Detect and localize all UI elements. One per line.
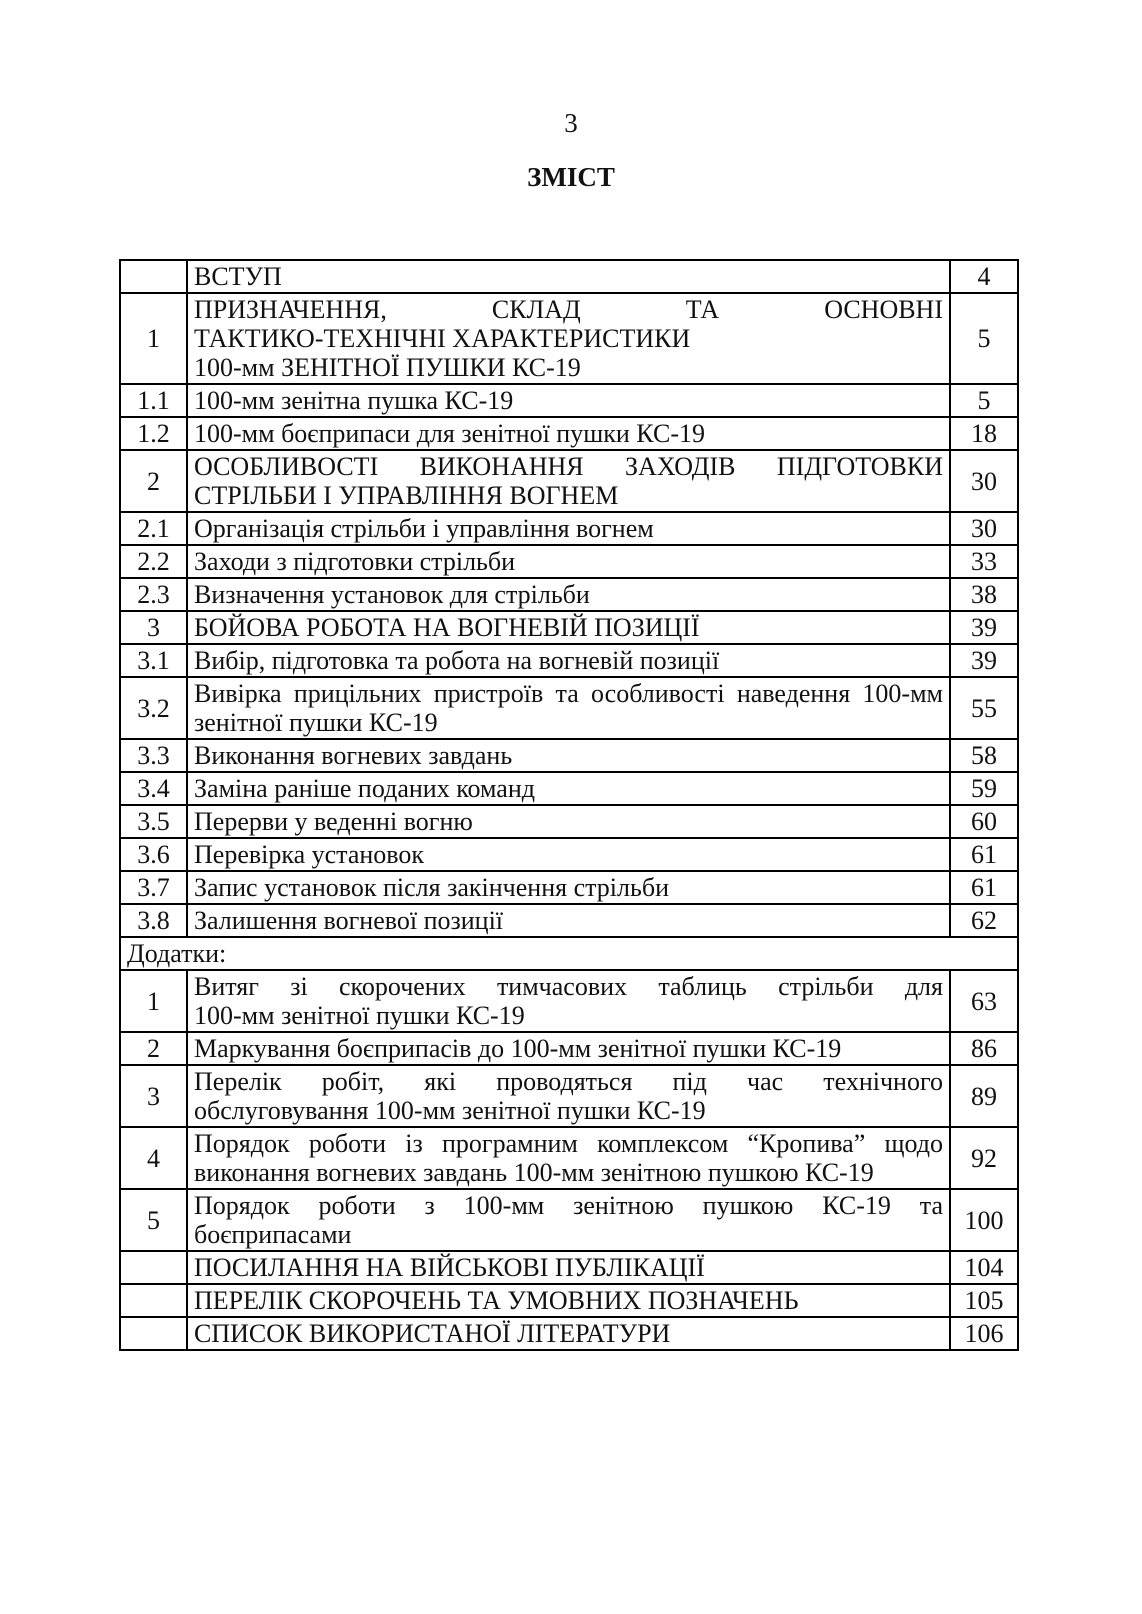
toc-row-page: 5 <box>950 384 1018 417</box>
toc-row-page: 5 <box>950 293 1018 384</box>
toc-row-page: 39 <box>950 611 1018 644</box>
toc-title-line: Заходи з підготовки стрільби <box>194 547 516 576</box>
toc-title-line: Залишення вогневої позиції <box>194 906 504 935</box>
toc-row-number: 4 <box>120 1127 187 1189</box>
toc-title-line: Порядок роботи з 100-мм зенітною пушкою КС-19 та <box>194 1191 943 1220</box>
toc-title-line: 100-мм зенітної пушки КС-19 <box>194 1001 525 1030</box>
toc-title-line: ОСОБЛИВОСТІ ВИКОНАННЯ ЗАХОДІВ ПІДГОТОВКИ <box>194 452 943 481</box>
toc-row-page: 100 <box>950 1189 1018 1251</box>
toc-row-page: 30 <box>950 512 1018 545</box>
toc-row-page: 33 <box>950 545 1018 578</box>
toc-title-line: боєприпасами <box>194 1220 352 1249</box>
toc-row-title <box>187 1317 950 1350</box>
toc-title-line: ВСТУП <box>194 262 282 291</box>
toc-row-title <box>187 644 950 677</box>
toc-title-line: обслуговування 100-мм зенітної пушки КС-19 <box>194 1096 706 1125</box>
toc-table <box>119 259 1019 1351</box>
toc-row-number: 3.5 <box>120 805 187 838</box>
toc-title-line: Визначення установок для стрільби <box>194 580 590 609</box>
toc-row-title <box>187 1127 950 1189</box>
toc-row-title <box>187 739 950 772</box>
toc-row-title <box>187 260 950 293</box>
toc-row-number: 2 <box>120 450 187 512</box>
toc-row <box>120 1317 1018 1350</box>
toc-row-title <box>187 871 950 904</box>
toc-title-line: ТАКТИКО-ТЕХНІЧНІ ХАРАКТЕРИСТИКИ <box>194 324 691 353</box>
toc-row-title <box>187 677 950 739</box>
toc-row-number: 5 <box>120 1189 187 1251</box>
toc-row-number <box>120 1317 187 1350</box>
toc-row-title <box>187 545 950 578</box>
toc-row <box>120 970 1018 1032</box>
toc-row-page: 89 <box>950 1065 1018 1127</box>
toc-row-page: 86 <box>950 1032 1018 1065</box>
toc-title-line: Заміна раніше поданих команд <box>194 774 535 803</box>
toc-row-title <box>187 578 950 611</box>
toc-row <box>120 677 1018 739</box>
toc-row <box>120 450 1018 512</box>
toc-row <box>120 904 1018 937</box>
toc-row-page: 55 <box>950 677 1018 739</box>
toc-row-title <box>187 772 950 805</box>
toc-row <box>120 512 1018 545</box>
toc-row-page: 62 <box>950 904 1018 937</box>
toc-row-page: 63 <box>950 970 1018 1032</box>
toc-title-line: 100-мм зенітна пушка КС-19 <box>194 386 514 415</box>
toc-row-page: 38 <box>950 578 1018 611</box>
toc-row <box>120 805 1018 838</box>
toc-row-page: 30 <box>950 450 1018 512</box>
toc-row-number: 3.4 <box>120 772 187 805</box>
toc-row-number: 2 <box>120 1032 187 1065</box>
toc-table-body <box>120 260 1018 1350</box>
toc-row-page: 58 <box>950 739 1018 772</box>
toc-title-line: Перерви у веденні вогню <box>194 807 473 836</box>
toc-title-line: Перевірка установок <box>194 840 425 869</box>
toc-row-number <box>120 1284 187 1317</box>
toc-title-line: виконання вогневих завдань 100-мм зенітною пушкою КС-19 <box>194 1158 874 1187</box>
toc-row-page: 61 <box>950 871 1018 904</box>
toc-row <box>120 937 1018 970</box>
toc-row-number: 3.1 <box>120 644 187 677</box>
toc-row <box>120 611 1018 644</box>
toc-title-line: зенітної пушки КС-19 <box>194 708 438 737</box>
toc-row <box>120 1251 1018 1284</box>
toc-row-title <box>187 611 950 644</box>
toc-row <box>120 871 1018 904</box>
toc-row-page: 105 <box>950 1284 1018 1317</box>
toc-title-line: ПРИЗНАЧЕННЯ, СКЛАД ТА ОСНОВНІ <box>194 295 943 324</box>
toc-row <box>120 772 1018 805</box>
toc-row-page: 92 <box>950 1127 1018 1189</box>
toc-row <box>120 838 1018 871</box>
toc-row-number: 1.1 <box>120 384 187 417</box>
toc-row-number: 2.3 <box>120 578 187 611</box>
toc-row-number: 3 <box>120 1065 187 1127</box>
toc-row-number: 2.1 <box>120 512 187 545</box>
toc-row-title <box>187 293 950 384</box>
toc-row <box>120 545 1018 578</box>
toc-row-number <box>120 260 187 293</box>
toc-row-number <box>120 1251 187 1284</box>
toc-row-number: 3.2 <box>120 677 187 739</box>
toc-title-line: Порядок роботи із програмним комплексом “Кропива” щодо <box>194 1129 943 1158</box>
toc-title-line: Запис установок після закінчення стрільби <box>194 873 670 902</box>
toc-row-page: 59 <box>950 772 1018 805</box>
toc-row-page: 106 <box>950 1317 1018 1350</box>
toc-title-line: Маркування боєприпасів до 100-мм зенітної пушки КС-19 <box>194 1034 842 1063</box>
toc-row <box>120 384 1018 417</box>
toc-title-line: ПЕРЕЛІК СКОРОЧЕНЬ ТА УМОВНИХ ПОЗНАЧЕНЬ <box>194 1286 799 1315</box>
toc-row-page: 61 <box>950 838 1018 871</box>
toc-title-line: БОЙОВА РОБОТА НА ВОГНЕВІЙ ПОЗИЦІЇ <box>194 613 700 642</box>
toc-title-line: Вибір, підготовка та робота на вогневій позиції <box>194 646 720 675</box>
toc-row <box>120 1032 1018 1065</box>
toc-row-title <box>187 512 950 545</box>
toc-row-title <box>187 838 950 871</box>
toc-row-number: 3.6 <box>120 838 187 871</box>
toc-row <box>120 260 1018 293</box>
toc-title-line: 100-мм ЗЕНІТНОЇ ПУШКИ КС-19 <box>194 353 581 382</box>
toc-row-number: 2.2 <box>120 545 187 578</box>
toc-row-title <box>187 417 950 450</box>
toc-row <box>120 1065 1018 1127</box>
toc-row <box>120 644 1018 677</box>
toc-row-page: 60 <box>950 805 1018 838</box>
toc-row-title <box>187 1189 950 1251</box>
toc-row-title <box>187 970 950 1032</box>
toc-section-label: Додатки: <box>120 937 1018 970</box>
toc-row-title <box>187 1032 950 1065</box>
toc-row-title <box>187 1284 950 1317</box>
toc-row-title <box>187 805 950 838</box>
toc-row-title <box>187 1065 950 1127</box>
toc-row-number: 1 <box>120 293 187 384</box>
toc-title-line: Перелік робіт, які проводяться під час технічного <box>194 1067 943 1096</box>
document-title: ЗМІСТ <box>527 162 615 192</box>
toc-row-page: 39 <box>950 644 1018 677</box>
toc-row-number: 3.3 <box>120 739 187 772</box>
toc-row-title <box>187 904 950 937</box>
toc-title-line: СТРІЛЬБИ І УПРАВЛІННЯ ВОГНЕМ <box>194 481 619 510</box>
toc-row-page: 4 <box>950 260 1018 293</box>
toc-row-page: 104 <box>950 1251 1018 1284</box>
toc-title-line: Виконання вогневих завдань <box>194 741 513 770</box>
toc-title-line: Витяг зі скорочених тимчасових таблиць стрільби для <box>194 972 943 1001</box>
toc-row <box>120 578 1018 611</box>
toc-title-line: 100-мм боєприпаси для зенітної пушки КС-19 <box>194 419 705 448</box>
toc-row-number: 3 <box>120 611 187 644</box>
toc-row-title <box>187 450 950 512</box>
document-page-number: 3 <box>564 108 578 138</box>
toc-row-page: 18 <box>950 417 1018 450</box>
toc-row <box>120 1189 1018 1251</box>
toc-row-title <box>187 1251 950 1284</box>
toc-row <box>120 417 1018 450</box>
toc-title-line: СПИСОК ВИКОРИСТАНОЇ ЛІТЕРАТУРИ <box>194 1319 671 1348</box>
toc-row-number: 3.8 <box>120 904 187 937</box>
toc-row-number: 1 <box>120 970 187 1032</box>
toc-row-number: 1.2 <box>120 417 187 450</box>
toc-row <box>120 1127 1018 1189</box>
toc-row <box>120 1284 1018 1317</box>
toc-title-line: Вивірка прицільних пристроїв та особливості наведення 100-мм <box>194 679 943 708</box>
toc-row <box>120 293 1018 384</box>
toc-row <box>120 739 1018 772</box>
toc-title-line: ПОСИЛАННЯ НА ВІЙСЬКОВІ ПУБЛІКАЦІЇ <box>194 1253 705 1282</box>
toc-row-title <box>187 384 950 417</box>
toc-title-line: Організація стрільби і управління вогнем <box>194 514 654 543</box>
toc-row-number: 3.7 <box>120 871 187 904</box>
